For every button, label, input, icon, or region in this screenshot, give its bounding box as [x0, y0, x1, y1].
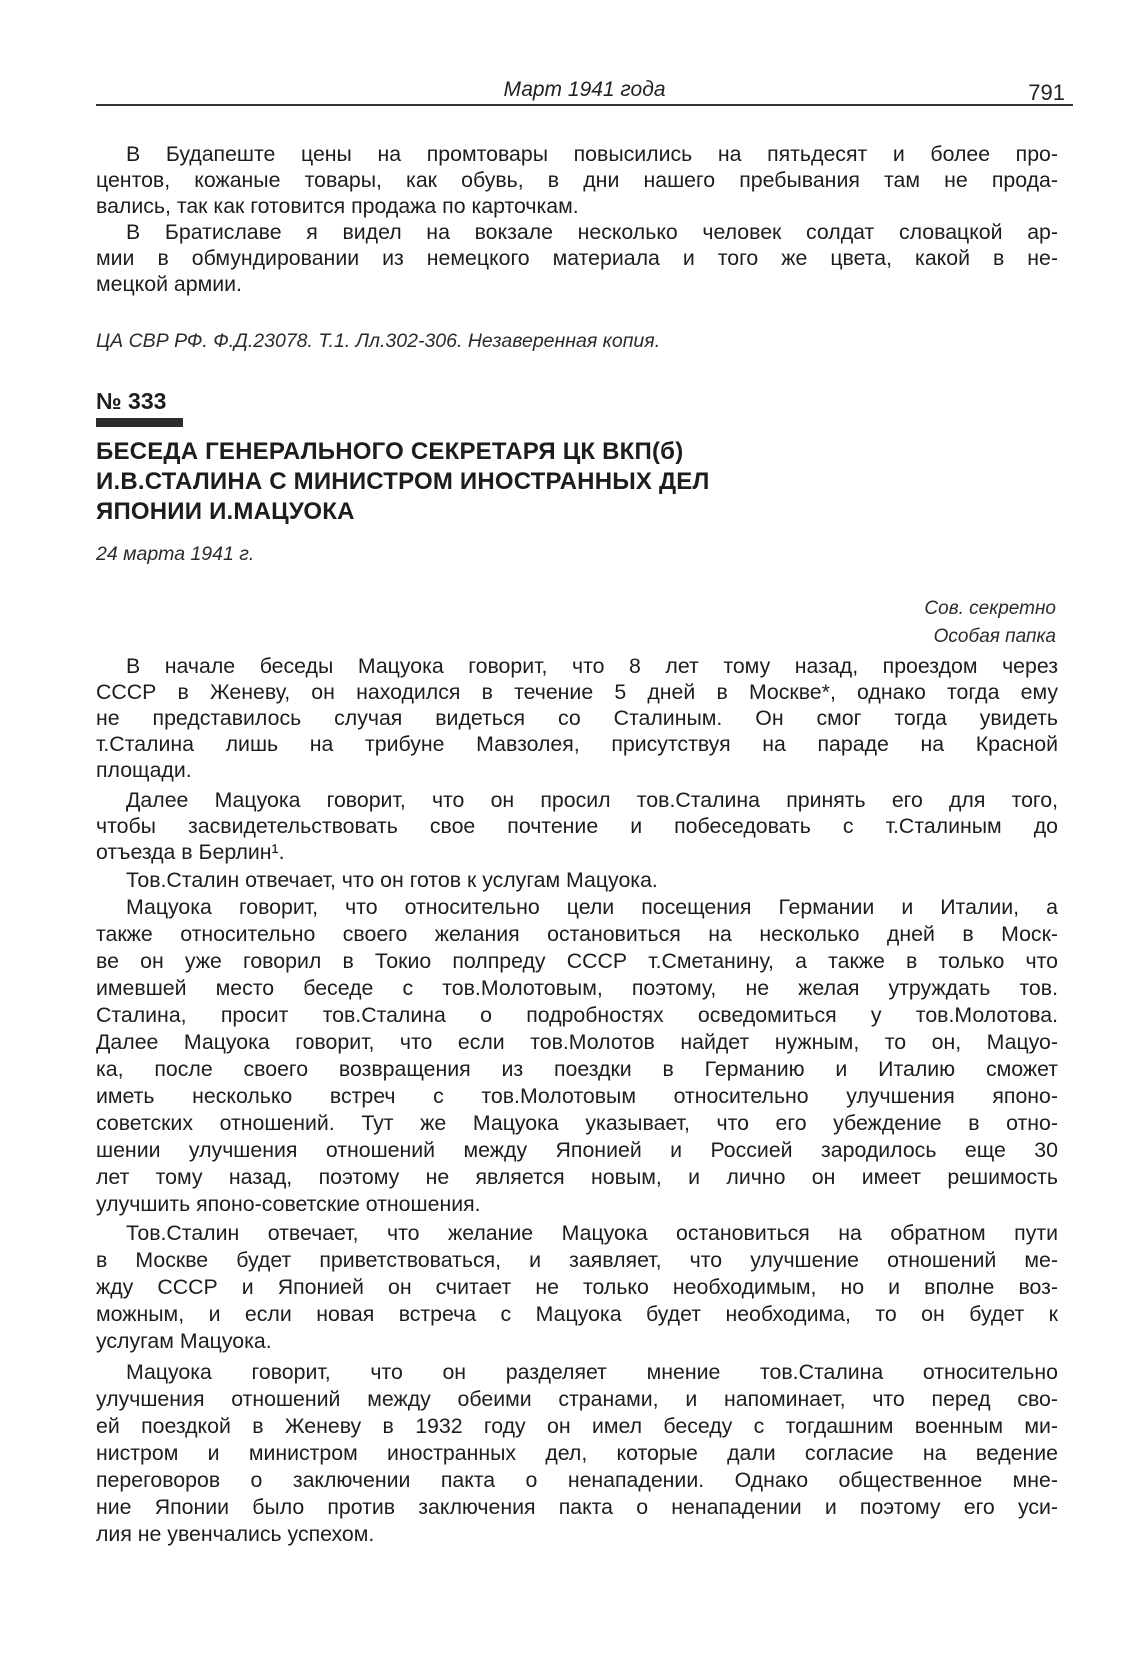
paragraph-line: центов, кожаные товары, как обувь, в дни нашего пребывания там не прода-	[96, 168, 1058, 192]
paragraph-line: СССР в Женеву, он находился в течение 5 дней в Москве*, однако тогда ему	[96, 680, 1058, 704]
paragraph-line: Сталина, просит тов.Сталина о подробностях осведомиться у тов.Молотова.	[96, 1003, 1058, 1027]
paragraph-line: улучшить японо-советские отношения.	[96, 1192, 481, 1216]
paragraph-line: иметь несколько встреч с тов.Молотовым относительно улучшения японо-	[96, 1084, 1058, 1108]
paragraph-line: Тов.Сталин отвечает, что желание Мацуока остановиться на обратном пути	[126, 1221, 1058, 1245]
paragraph-line: Тов.Сталин отвечает, что он готов к услугам Мацуока.	[126, 868, 658, 892]
paragraph-line: имевшей место беседе с тов.Молотовым, поэтому, не желая утруждать тов.	[96, 976, 1058, 1000]
paragraph-line: Далее Мацуока говорит, что он просил тов.Сталина принять его для того,	[126, 788, 1058, 812]
paragraph-line: ние Японии было против заключения пакта о ненападении и поэтому его уси-	[96, 1495, 1058, 1519]
paragraph-line: чтобы засвидетельствовать свое почтение и побеседовать с т.Сталиным до	[96, 814, 1058, 838]
paragraph-line: отъезда в Берлин¹.	[96, 840, 285, 864]
paragraph-line: жду СССР и Японией он считает не только необходимым, но и вполне воз-	[96, 1275, 1058, 1299]
paragraph-line: площади.	[96, 758, 192, 782]
paragraph-line: т.Сталина лишь на трибуне Мавзолея, присутствуя на параде на Красной	[96, 732, 1058, 756]
paragraph-line: лет тому назад, поэтому не является новым, и лично он имеет решимость	[96, 1165, 1058, 1189]
paragraph-line: ка, после своего возвращения из поездки в Германию и Италию сможет	[96, 1057, 1058, 1081]
classification-stamp: Сов. секретно	[924, 598, 1056, 619]
paragraph-line: шении улучшения отношений между Японией и Россией зародилось еще 30	[96, 1138, 1058, 1162]
paragraph-line: не представилось случая видеться со Сталиным. Он смог тогда увидеть	[96, 706, 1058, 730]
classification-stamp: Особая папка	[933, 626, 1056, 647]
paragraph-line: услугам Мацуока.	[96, 1329, 272, 1353]
paragraph-line: вались, так как готовится продажа по карточкам.	[96, 194, 579, 218]
paragraph-line: Мацуока говорит, что относительно цели посещения Германии и Италии, а	[126, 895, 1058, 919]
paragraph-line: также относительно своего желания остановиться на несколько дней в Моск-	[96, 922, 1058, 946]
archive-source-citation: ЦА СВР РФ. Ф.Д.23078. Т.1. Лл.302-306. Незаверенная копия.	[96, 330, 661, 352]
paragraph-line: можным, и если новая встреча с Мацуока будет необходима, то он будет к	[96, 1302, 1058, 1326]
document-number: № 333	[96, 388, 167, 414]
document-number-underbar	[96, 418, 183, 427]
paragraph-line: нистром и министром иностранных дел, которые дали согласие на ведение	[96, 1441, 1058, 1465]
paragraph-line: лия не увенчались успехом.	[96, 1522, 375, 1546]
document-date: 24 марта 1941 г.	[96, 543, 255, 565]
page-number: 791	[1028, 80, 1065, 105]
paragraph-line: В Будапеште цены на промтовары повысились на пятьдесят и более про-	[126, 142, 1058, 166]
running-header	[96, 78, 1073, 106]
header-rule	[96, 104, 1073, 106]
document-title-line: И.В.СТАЛИНА С МИНИСТРОМ ИНОСТРАННЫХ ДЕЛ	[96, 468, 710, 495]
paragraph-line: мии в обмундировании из немецкого материала и того же цвета, какой в не-	[96, 246, 1058, 270]
paragraph-line: Мацуока говорит, что он разделяет мнение тов.Сталина относительно	[126, 1360, 1058, 1384]
paragraph-line: ве он уже говорил в Токио полпреду СССР т.Сметанину, а также в только что	[96, 949, 1058, 973]
document-title-line: БЕСЕДА ГЕНЕРАЛЬНОГО СЕКРЕТАРЯ ЦК ВКП(б)	[96, 438, 684, 465]
paragraph-line: ей поездкой в Женеву в 1932 году он имел беседу с тогдашним военным ми-	[96, 1414, 1058, 1438]
running-header-title: Март 1941 года	[503, 78, 666, 101]
paragraph-line: переговоров о заключении пакта о ненападении. Однако общественное мне-	[96, 1468, 1058, 1492]
paragraph-line: Далее Мацуока говорит, что если тов.Молотов найдет нужным, то он, Мацуо-	[96, 1030, 1058, 1054]
paragraph-line: улучшения отношений между обеими странами, и напоминает, что перед сво-	[96, 1387, 1058, 1411]
paragraph-line: В Братиславе я видел на вокзале несколько человек солдат словацкой ар-	[126, 220, 1058, 244]
document-title-line: ЯПОНИИ И.МАЦУОКА	[96, 498, 355, 525]
paragraph-line: В начале беседы Мацуока говорит, что 8 лет тому назад, проездом через	[126, 654, 1058, 678]
paragraph-line: мецкой армии.	[96, 272, 242, 296]
paragraph-line: в Москве будет приветствоваться, и заявляет, что улучшение отношений ме-	[96, 1248, 1058, 1272]
paragraph-line: советских отношений. Тут же Мацуока указывает, что его убеждение в отно-	[96, 1111, 1058, 1135]
